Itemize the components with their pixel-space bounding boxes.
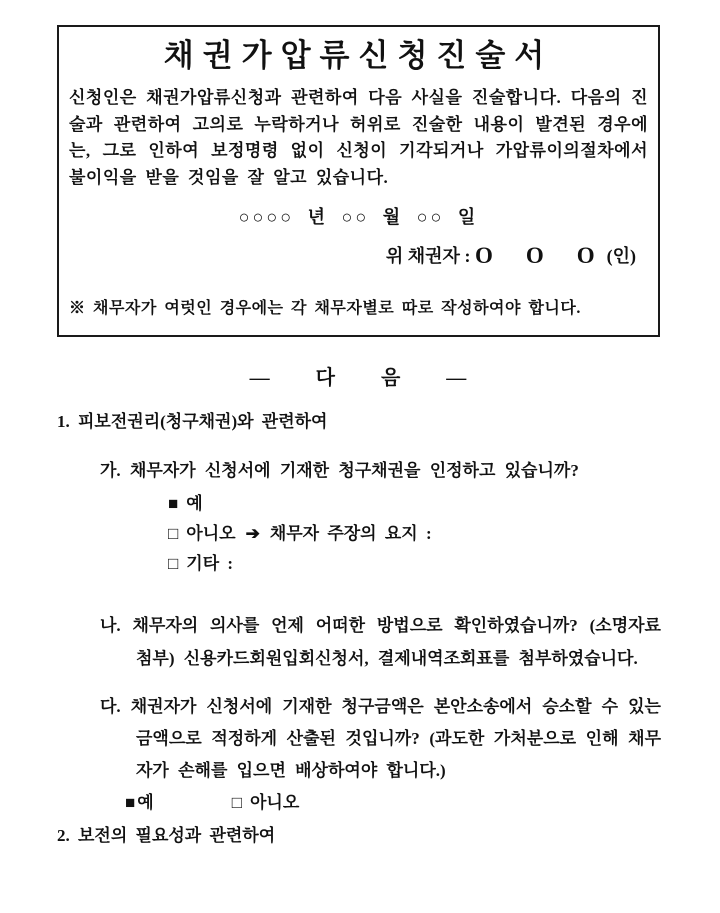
option-no [232,793,300,812]
item-ga [57,459,661,579]
checkbox-checked-icon: ■ [168,494,179,513]
item-da [57,691,661,819]
creditor-name-blank: O O O [474,243,597,268]
option-no-label: 아니오 [186,524,236,543]
debtor-claim-label: 채무자 주장의 요지 : [269,524,432,543]
header-box [57,25,660,337]
option-etc [168,549,661,579]
intro-paragraph: 신청인은 채권가압류신청과 관련하여 다음 사실을 진술합니다. 다음의 진술과 관련하여 고의로 누락하거나 허위로 진술한 내용이 발견된 경우에는, 그로 인하여 보정명령 없이 신청이 기각되거나 가압류이의절차에서 불이익을 받을 것임을 잘 알고 있습니다. [69,88,648,187]
option-etc-label: 기타 : [186,554,234,573]
item-da-options [100,787,661,819]
item-na-label: 나. [100,616,133,635]
item-ga-options [100,489,661,579]
section-1-title: 1. 피보전권리(청구채권)와 관련하여 [57,412,328,431]
footnote: ※ 채무자가 여럿인 경우에는 각 채무자별로 따로 작성하여야 합니다. [69,300,581,317]
checkbox-checked-icon: ■ [125,793,136,812]
seal-mark: (인) [606,246,636,266]
option-no [168,519,661,549]
item-na-text: 나. 채무자의 의사를 언제 어떠한 방법으로 확인하였습니까? (소명자료 첨부) 신용카드회원입회신청서, 결제내역조회표를 첨부하였습니다. [100,616,661,668]
option-yes-label: 예 [137,793,154,812]
section-2-title: 2. 보전의 필요성과 관련하여 [57,826,276,845]
document-body [57,337,661,847]
item-ga-question: 가. 채무자가 신청서에 기재한 청구채권을 인정하고 있습니까? [100,461,579,480]
checkbox-empty-icon: □ [168,524,179,543]
item-na [57,609,661,675]
option-yes [168,489,661,519]
item-da-label: 다. [100,697,131,716]
option-yes-label: 예 [186,494,203,513]
creditor-signature-line [69,243,648,269]
item-ga-label: 가. [100,461,130,480]
item-da-text: 다. 채권자가 신청서에 기재한 청구금액은 본안소송에서 승소할 수 있는 금액으로 적정하게 산출된 것입니까? (과도한 가처분으로 인해 채무자가 손해를 입으면 배상하여야 합니다.) [100,697,661,780]
option-no-label: 아니오 [250,793,300,812]
checkbox-empty-icon: □ [168,554,179,573]
daum-heading: — 다 음 — [249,367,469,389]
document-title: 채권가압류신청진술서 [163,38,554,73]
arrow-right-icon: ➔ [245,524,260,543]
option-yes [125,793,154,812]
checkbox-empty-icon: □ [231,793,242,812]
creditor-label: 위 채권자 : [385,246,475,266]
date-blank-line: ○○○○ 년 ○○ 월 ○○ 일 [238,207,479,227]
